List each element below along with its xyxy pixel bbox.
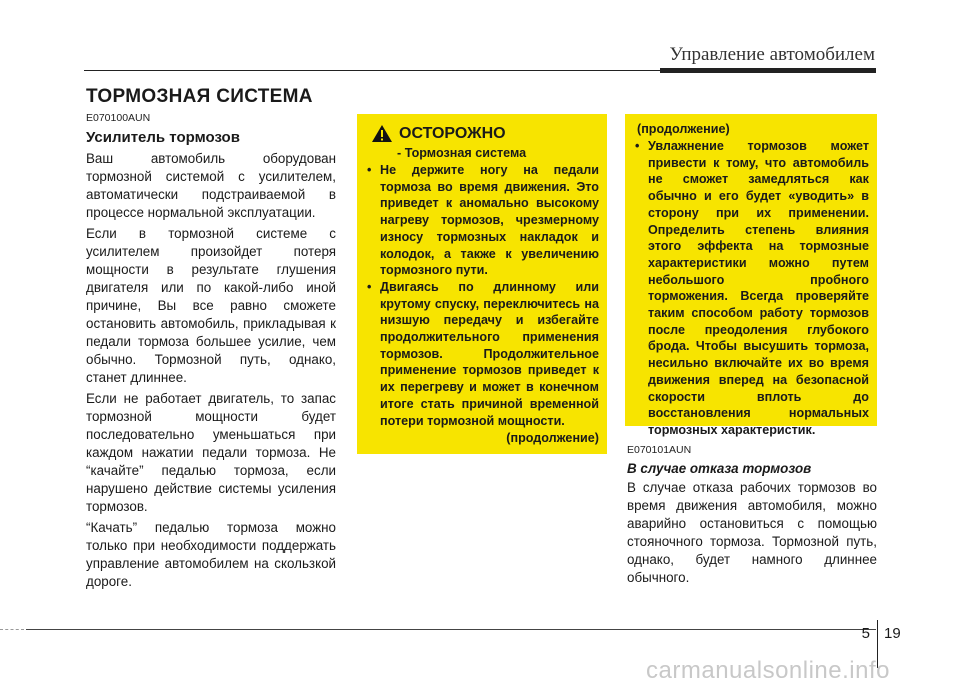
- section-code: E070101AUN: [627, 444, 692, 456]
- header-rule-accent: [660, 68, 876, 73]
- caution-header: [367, 124, 599, 143]
- continued-label: (продолжение): [506, 431, 599, 446]
- paragraph: “Качать” педалью тормоза можно только при необходимости поддержать управление автомобилем на скользкой дороге.: [86, 520, 336, 589]
- footer-rule: [26, 629, 876, 630]
- caution-list: [367, 162, 599, 429]
- paragraph: В случае отказа рабочих тормозов во время движения автомобиля, можно аварийно остановиться с помощью стояночного тормоза. Тормозной путь, однако, будет намного длиннее обычного.: [627, 480, 877, 585]
- caution-subtitle: - Тормозная система: [397, 146, 527, 160]
- subheading: Усилитель тормозов: [86, 129, 240, 146]
- caution-item: • Увлажнение тормозов может привести к тому, что автомобиль не сможет замедляться как обычно и его будет «уводить» в сторону при их применении. Определить степень влияния этого эффекта на тормозные характеристики можно путем небольшого пробного торможения. Всегда проверяйте таким способом работу тормозов после преодоления глубокого брода. Чтобы высушить тормоза, несильно включайте их во время движения вперед на безопасной скорости вплоть до восстановления нормальных тормозных характеристик.: [635, 138, 869, 439]
- section-code: E070100AUN: [86, 112, 151, 124]
- paragraph: Если не работает двигатель, то запас тормозной мощности будет последовательно уменьшаться при каждом нажатии педали тормоза. Не “качайте” педалью тормоза, если нарушено действие системы усиления тормозов.: [86, 391, 336, 514]
- caution-list: [635, 138, 869, 439]
- caution-title: ОСТОРОЖНО: [399, 124, 506, 142]
- continued-heading: (продолжение): [637, 122, 730, 136]
- page-number: 19: [884, 625, 901, 642]
- right-column: [627, 444, 877, 590]
- watermark: carmanualsonline.info: [646, 657, 890, 684]
- paragraph: Если в тормозной системе с усилителем произойдет потеря мощности в результате глушения двигателя или по какой-либо иной причине, Вы все равно сможете остановить автомобиль, прикладывая к педали тормоза большее усилие, чем обычно. Тормозной путь, однако, станет длиннее.: [86, 226, 336, 385]
- caution-item: • Двигаясь по длинному или крутому спуску, переключитесь на низшую передачу и избегайте продолжительного применения тормозов. Продолжительное применение тормозов приведет к их перегреву и может в конечном итоге стать причиной временной потери тормозной мощности.: [367, 279, 599, 429]
- footer-crop-mark: [0, 629, 24, 630]
- header-title: Управление автомобилем: [669, 44, 875, 65]
- caution-box-continued: [625, 114, 877, 437]
- section-title: ТОРМОЗНАЯ СИСТЕМА: [86, 86, 313, 107]
- caution-item: • Не держите ногу на педали тормоза во время движения. Это приведет к аномально высокому нагреву тормозов, чрезмерному износу тормозных накладок и колодок, а также к увеличению тормозного пути.: [367, 162, 599, 279]
- warning-triangle-icon: [371, 124, 393, 143]
- left-column: [86, 112, 336, 594]
- subheading: В случае отказа тормозов: [627, 461, 812, 476]
- chapter-number: 5: [861, 625, 870, 642]
- caution-box: [357, 114, 607, 454]
- paragraph: Ваш автомобиль оборудован тормозной системой с усилителем, автоматически подстраиваемой в процессе нормальной эксплуатации.: [86, 151, 336, 220]
